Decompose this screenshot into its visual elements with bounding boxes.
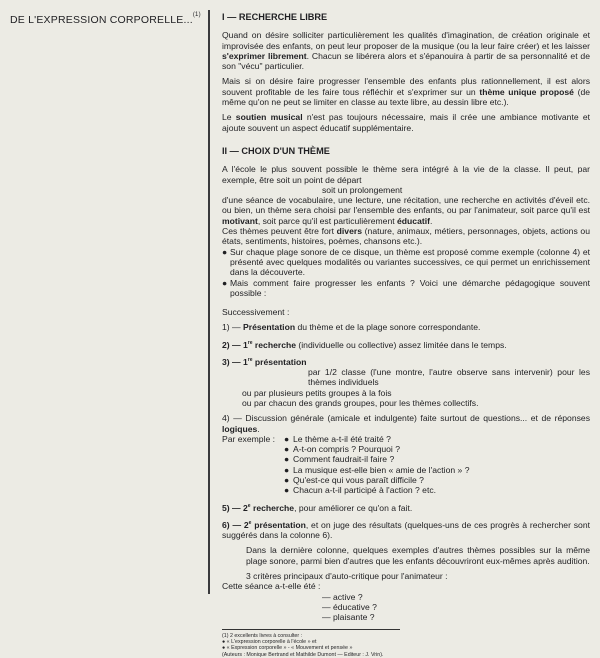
main-column [222, 12, 590, 658]
step-6-paragraph: Dans la dernière colonne, quelques exemples d'autres thèmes possibles sur la même plage sonore, parmi bien d'autres que les enfants découvriront eux-mêmes après audition. [222, 545, 590, 566]
left-title-note: (1) [193, 12, 201, 18]
s2-paragraph-1-rest: d'une séance de vocabulaire, une lecture, une récitation, une recherche en activités d'éveil etc. ou bien, un thème sera choisi par l'ensemble des enfants, ou par l'animateur, soit parce qu'il est motivant, soit parce qu'il est particulièrement éducatif. [222, 195, 590, 226]
examples-label: Par exemple : [222, 434, 284, 444]
step-2: 2) — 1re recherche (individuelle ou collective) assez limitée dans le temps. [222, 338, 590, 350]
column-divider [208, 10, 210, 594]
step-1: 1) — Présentation du thème et de la plage sonore correspondante. [222, 322, 590, 332]
step-3: 3) — 1re présentation [222, 355, 590, 367]
footnote-line: ● « L'expression corporelle à l'école » et [222, 639, 590, 645]
s2-paragraph-2: Ces thèmes peuvent être fort divers (nature, animaux, métiers, personnages, objets, actions ou états, sentiments, histoires, poèmes, chansons etc.). [222, 226, 590, 247]
successivement: Successivement : [222, 307, 590, 317]
examples-list [284, 434, 470, 496]
example-item: ● Comment faudrait-il faire ? [284, 454, 470, 464]
footnote-line: ● « Expression corporelle » - « Mouvement et pensée » [222, 645, 590, 651]
step-3-line-3: ou par chacun des grands groupes, pour les thèmes collectifs. [222, 398, 590, 408]
example-item: ● Qu'est-ce qui vous paraît difficile ? [284, 475, 470, 485]
s1-paragraph-2: Mais si on désire faire progresser l'ensemble des enfants plus rationnellement, il est alors souvent profitable de les faire tous réfléchir et s'exprimer sur un thème unique proposé (de même qu'on ne peut se limiter en classe au texte libre, au dessin libre etc.). [222, 76, 590, 107]
criteria-question: Cette séance a-t-elle été : [222, 581, 590, 591]
section2-title: II — CHOIX D'UN THÈME [222, 146, 590, 156]
s2-paragraph-3: ● Sur chaque plage sonore de ce disque, un thème est proposé comme exemple (colonne 4) et présenté avec quelques modalités ou variantes successives, ce qui permet un enrichissement dans la découverte. [222, 247, 590, 278]
footnote [222, 633, 590, 658]
s2-paragraph-1-line1: A l'école le plus souvent possible le thème sera intégré à la vie de la classe. Il peut, par exemple, être soit un point de départ [222, 164, 590, 185]
criteria-item: — plaisante ? [222, 612, 590, 622]
step-3-line-1: par 1/2 classe (l'une montre, l'autre observe sans intervenir) pour les thèmes individuels [222, 367, 590, 388]
example-item: ● Chacun a-t-il participé à l'action ? etc. [284, 485, 470, 495]
step-5: 5) — 2e recherche, pour améliorer ce qu'on a fait. [222, 501, 590, 513]
section1-title: I — RECHERCHE LIBRE [222, 12, 590, 22]
example-item: ● La musique est-elle bien « amie de l'action » ? [284, 465, 470, 475]
criteria-item: — éducative ? [222, 602, 590, 612]
s2-paragraph-4: ● Mais comment faire progresser les enfants ? Voici une démarche pédagogique souvent possible : [222, 278, 590, 299]
s2-paragraph-1-line2: soit un prolongement [222, 185, 590, 195]
footnote-line: (1) 2 excellents livres à consulter : [222, 633, 590, 639]
s1-paragraph-3: Le soutien musical n'est pas toujours nécessaire, mais il crée une ambiance motivante et ajoute souvent un aspect éducatif supplémentaire. [222, 112, 590, 133]
s1-paragraph-1: Quand on désire solliciter particulièrement les qualités d'imagination, de création originale et improvisée des enfants, on peut leur proposer de la musique (ou la leur faire créer) et les laisser s'exprimer librement. Chacun se libérera alors et s'épanouira à partir de sa personnalité et de son "vécu" particulier. [222, 30, 590, 71]
step-3-line-2: ou par plusieurs petits groupes à la fois [222, 388, 590, 398]
examples-block [222, 434, 590, 496]
left-title-text: DE L'EXPRESSION CORPORELLE... [10, 14, 193, 26]
example-item: ● A-t-on compris ? Pourquoi ? [284, 444, 470, 454]
footnote-line: (Auteurs : Monique Bertrand et Mathilde Dumont — Editeur : J. Vrin). [222, 652, 590, 658]
footnote-rule [222, 629, 400, 630]
criteria-item: — active ? [222, 592, 590, 602]
example-item: ● Le thème a-t-il été traité ? [284, 434, 470, 444]
criteria-heading: 3 critères principaux d'auto-critique pour l'animateur : [222, 571, 590, 581]
step-6: 6) — 2e présentation, et on juge des résultats (quelques-uns de ces progrès à rechercher sont suggérés dans la colonne 6). [222, 518, 590, 540]
left-title [10, 14, 201, 26]
step-4: 4) — Discussion générale (amicale et indulgente) faite surtout de questions... et de réponses logiques. [222, 413, 590, 434]
